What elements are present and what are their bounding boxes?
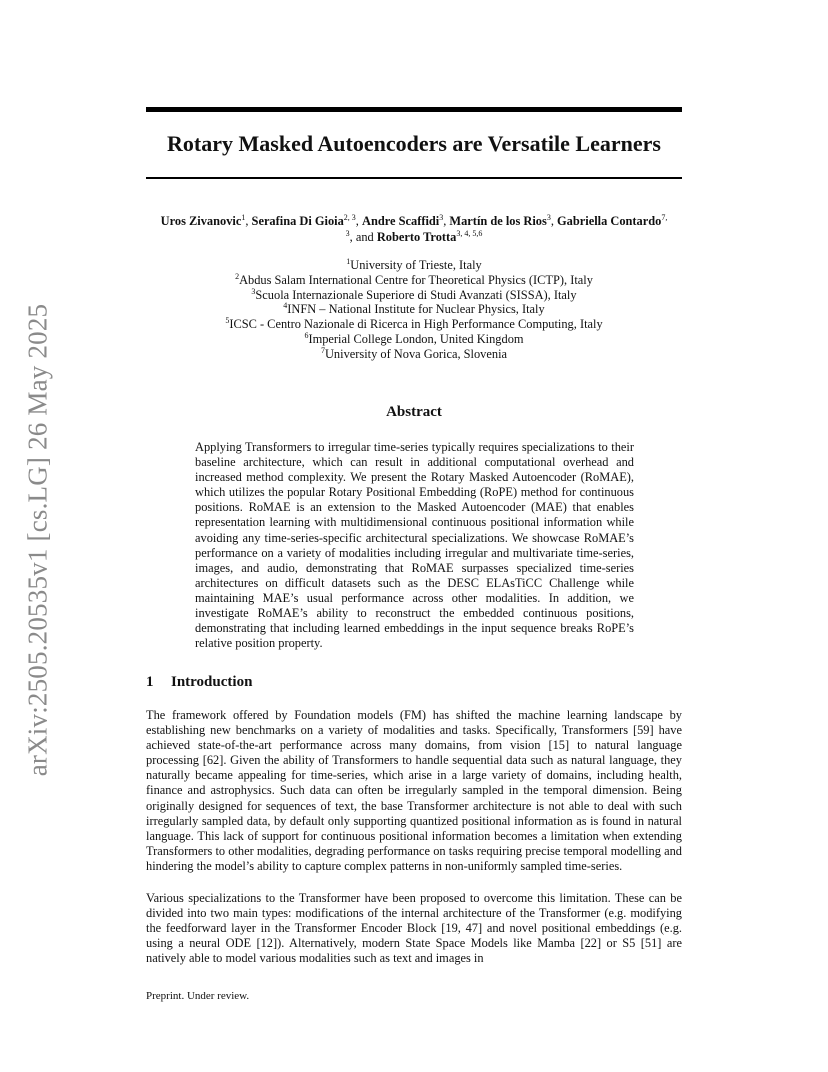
section-number: 1 [146,674,154,690]
affiliation-text: Scuola Internazionale Superiore di Studi Avanzati (SISSA), Italy [255,287,577,302]
affiliation [146,332,682,347]
affiliation-mark: 2 [235,271,240,281]
affiliation-mark: 4 [283,301,288,311]
affiliation [146,347,682,362]
paper-title: Rotary Masked Autoencoders are Versatile Learners [167,131,661,156]
author-name: Martín de los Rios [449,214,547,228]
affiliation-text: INFN – National Institute for Nuclear Physics, Italy [287,302,545,317]
affiliation [146,288,682,303]
author-separator: , [443,214,450,228]
author-affiliation-mark: 2, 3 [343,212,356,222]
author-separator: , [550,214,558,228]
affiliation-list [146,258,682,362]
affiliation-mark: 1 [346,256,351,266]
section-heading [146,674,252,691]
title-bottom-rule [146,177,682,179]
affiliation-mark: 5 [225,316,230,326]
abstract-heading: Abstract [386,404,442,420]
author [362,214,443,228]
section-title: Introduction [171,674,253,690]
title-top-rule [146,107,682,112]
arxiv-identifier [8,300,68,780]
author-affiliation-mark: 3 [439,212,444,222]
author [252,214,356,228]
author-name: Andre Scaffidi [362,214,440,228]
affiliation [146,258,682,273]
intro-paragraph: The framework offered by Foundation models (FM) has shifted the machine learning landscape by establishing new benchmarks on a variety of modalities and tasks. Specifically, Transformers [59] have achieved state-of-the-art performance across many domains, from vision [15] to natural language processing [62]. Given the ability of Transformers to handle sequential data such as natural language, they naturally became appealing for time-series, which arise in a large variety of domains, including health, finance and astrophysics. Such data can often be irregularly sampled in the temporal dimension. Being originally designed for sequences of text, the base Transformer architecture is not able to deal with such irregularly sampled data, by default only supporting quantized positional information as is found in natural language. This lack of support for continuous positional information becomes a limitation when extending Transformers to other modalities, degrading performance on tasks requiring precise temporal modelling and hindering the model’s ability to capture complex patterns in non-uniformly sampled time-series. [146,708,682,873]
author-affiliation-mark: 3, 4, 5,6 [456,228,483,238]
affiliation-text: University of Trieste, Italy [350,258,482,272]
affiliation-text: University of Nova Gorica, Slovenia [324,346,508,361]
affiliation-text: Abdus Salam International Centre for Theoretical Physics (ICTP), Italy [239,272,593,287]
author-separator: , [245,214,252,228]
arxiv-identifier-text: arXiv:2505.20535v1 [cs.LG] 26 May 2025 [22,303,53,777]
intro-paragraph: Various specializations to the Transformer have been proposed to overcome this limitation. These can be divided into two main types: modifications of the internal architecture of the Transformer (e.g. modifying the feedforward layer in the Transformer Encoder Block [19, 47] and novel positional embeddings (e.g. using a neural ODE [12]). Alternatively, modern State Space Models like Mamba [22] or S5 [51] are natively able to model various modalities such as text and images in [146,891,682,966]
author-affiliation-mark: 7, 3 [345,212,668,238]
author-affiliation-mark: 1 [241,212,246,222]
affiliation [146,317,682,332]
author [377,230,483,244]
affiliation-mark: 6 [304,330,309,340]
footer-note: Preprint. Under review. [146,990,250,1002]
author-list [160,213,668,245]
author-name: Gabriella Contardo [557,214,662,228]
affiliation-text: ICSC - Centro Nazionale di Ricerca in High Performance Computing, Italy [229,317,603,332]
affiliation [146,302,682,317]
affiliation-text: Imperial College London, United Kingdom [308,331,524,346]
abstract-text: Applying Transformers to irregular time-series typically requires specializations to their baseline architecture, which can result in additional computational overhead and increased method complexity. We present the Rotary Masked Autoencoder (RoMAE), which utilizes the popular Rotary Positional Embedding (RoPE) method for continuous positions. RoMAE is an extension to the Masked Autoencoder (MAE) that enables representation learning with multidimensional continuous positional information while avoiding any time-series-specific architectural specializations. We showcase RoMAE’s performance on a variety of modalities including irregular and multivariate time-series, images, and audio, demonstrating that RoMAE surpasses specialized time-series architectures on difficult datasets such as the DESC ELAsTiCC Challenge while maintaining MAE’s usual performance across other modalities. In addition, we investigate RoMAE’s ability to reconstruct the embedded continuous positions, demonstrating that including learned embeddings in the input sequence breaks RoPE’s relative position property. [195,440,634,651]
author-separator: , [355,214,362,228]
author-name: Serafina Di Gioia [251,214,344,228]
affiliation-mark: 3 [251,286,256,296]
author-separator: , and [349,230,377,244]
author-name: Uros Zivanovic [160,214,242,228]
author [449,214,550,228]
affiliation-mark: 7 [320,345,325,355]
affiliation [146,273,682,288]
author-name: Roberto Trotta [376,230,457,244]
author-affiliation-mark: 3 [546,212,551,222]
author [161,214,246,228]
